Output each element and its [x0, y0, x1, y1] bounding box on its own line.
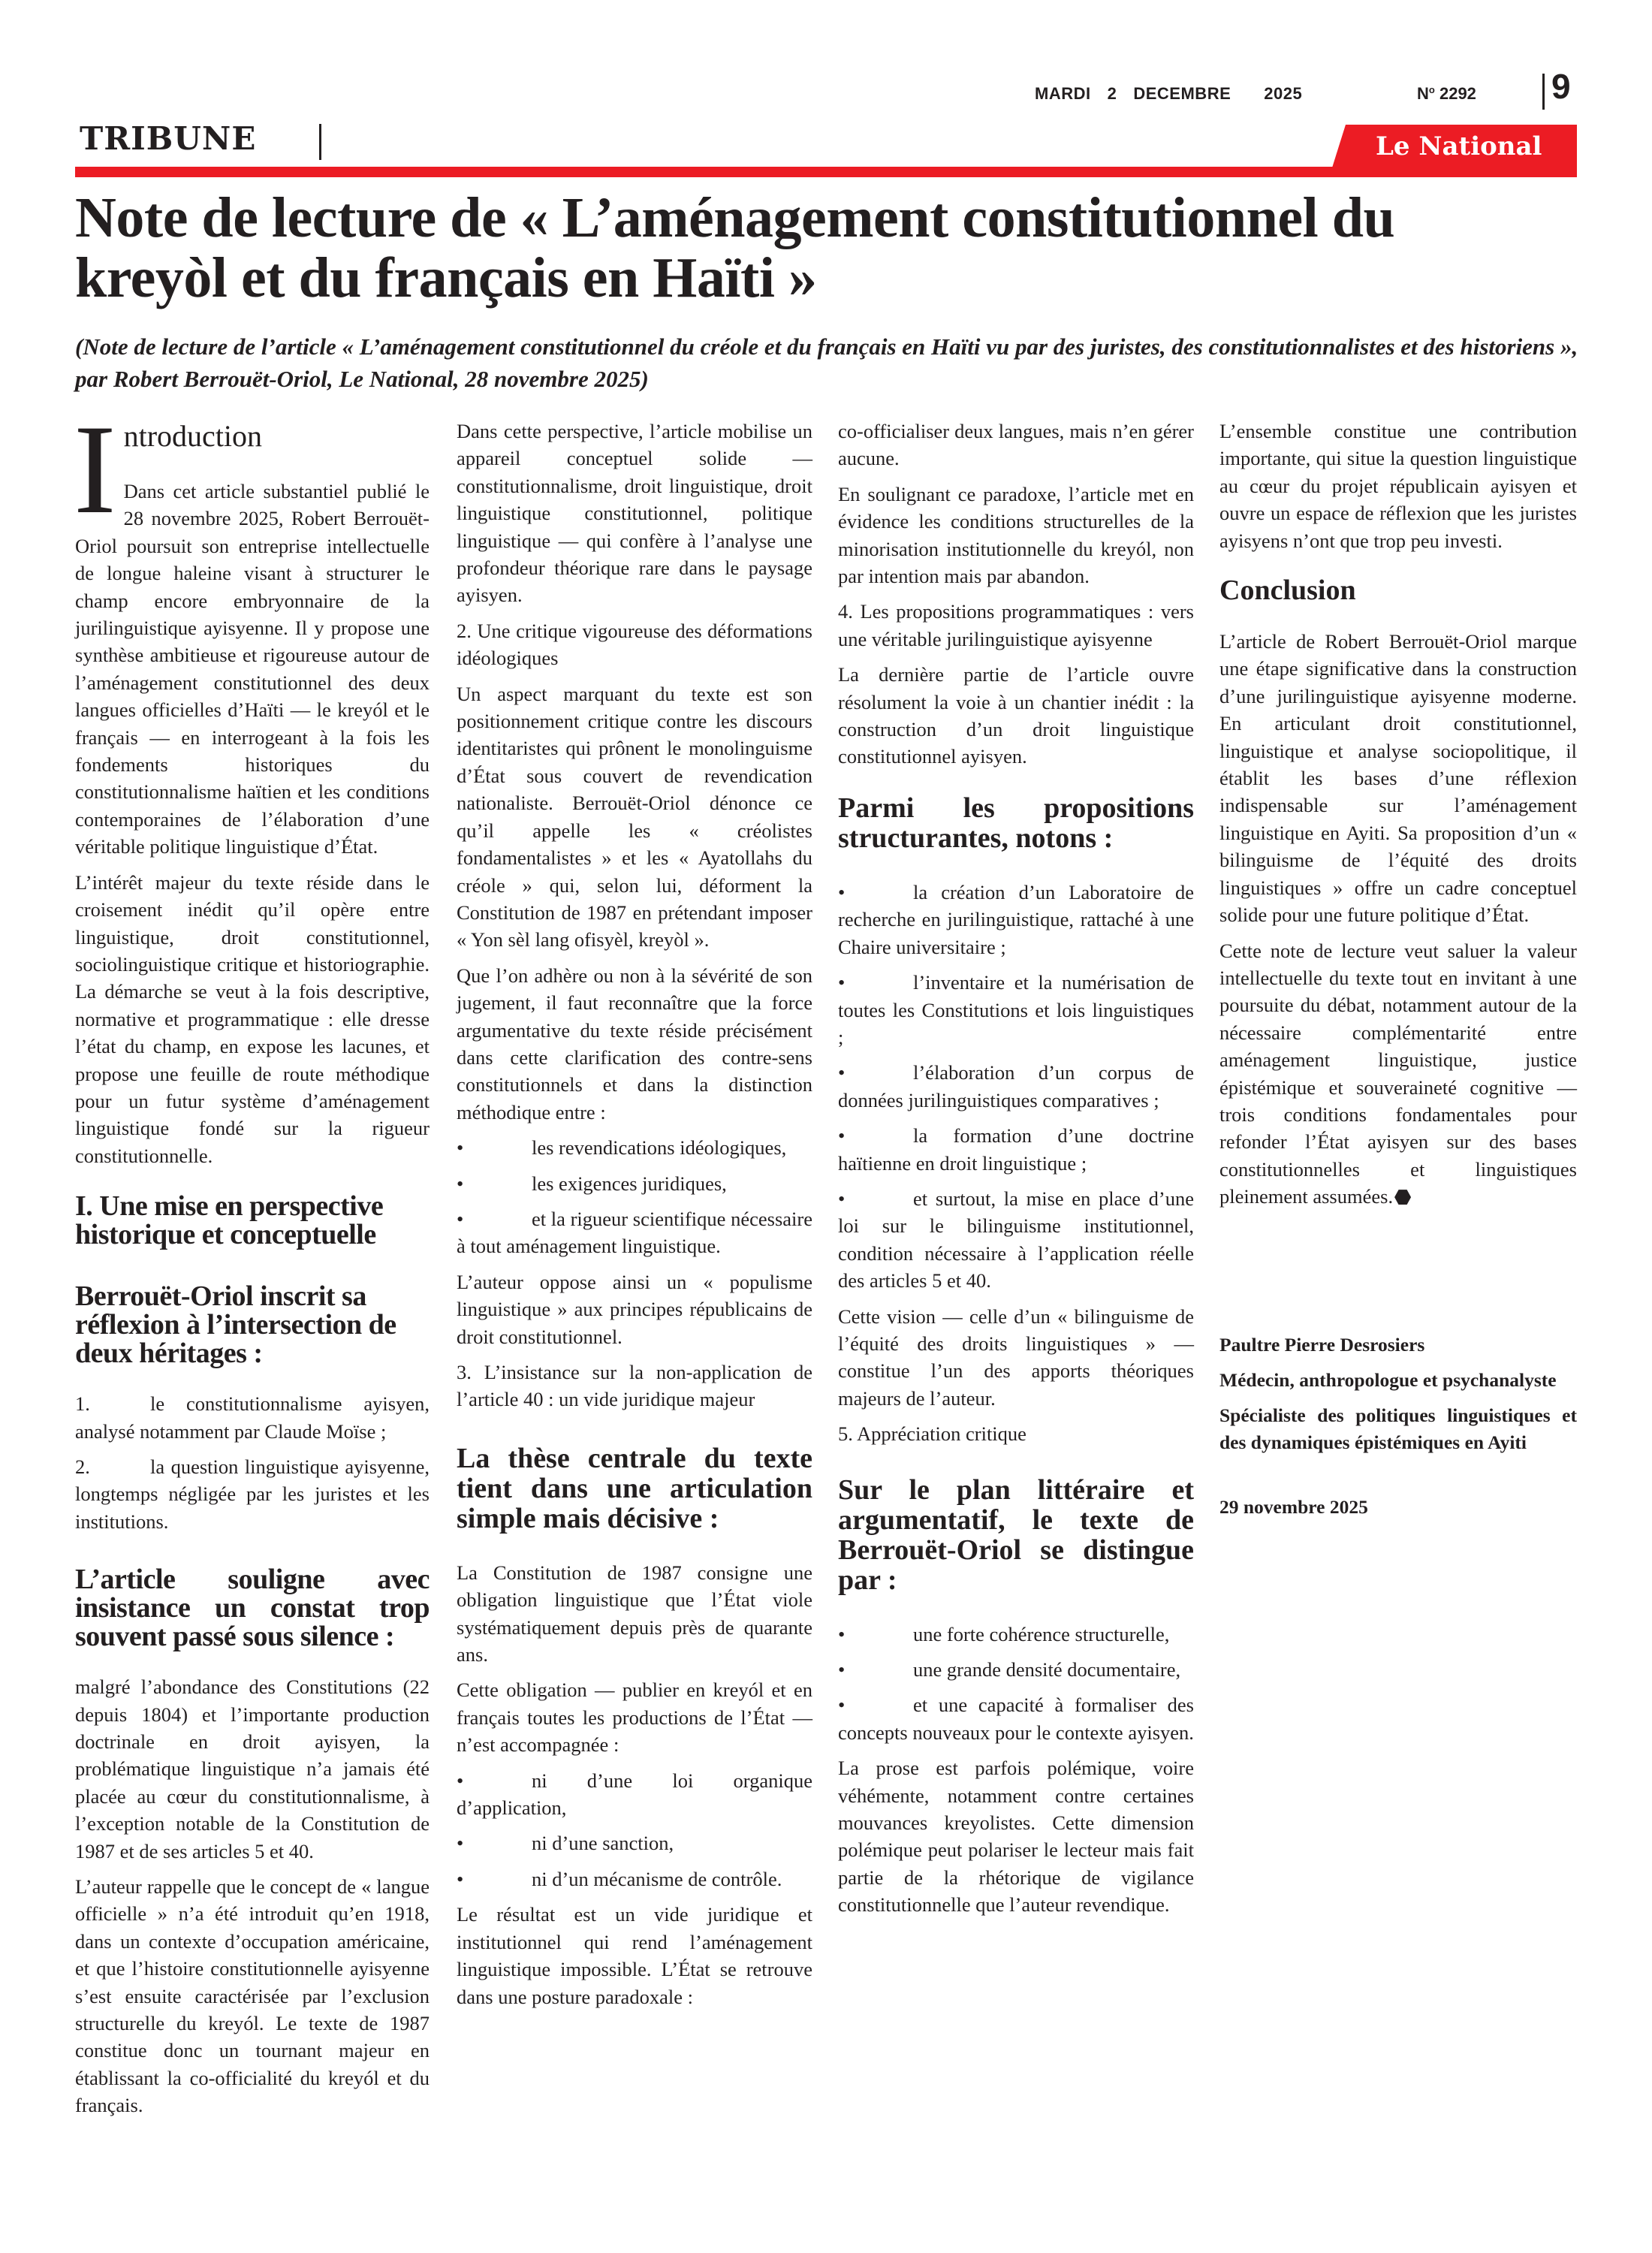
issue-number: [1417, 84, 1476, 104]
column-1: [74, 399, 430, 2128]
author-title-1: Médecin, anthropologue et psychanalyste: [1219, 1368, 1557, 1391]
item-text: la question linguistique ayisyenne, longtemps négligée par les juristes et les institutions.: [75, 1455, 430, 1533]
conclusion-paragraph-2: [1219, 937, 1577, 1211]
bullet-text: et surtout, la mise en place d’une loi sur le bilinguisme institutionnel, condition nécessaire à l’application réelle des articles 5 et 40.: [838, 1187, 1194, 1292]
bullet-icon: •: [457, 1136, 464, 1160]
page-number: 9: [1551, 67, 1571, 106]
section-3-paragraph-1: La Constitution de 1987 consigne une obligation linguistique que l’État viole systématiquement depuis près de quarante ans.: [457, 1561, 812, 1666]
bullet-icon: •: [457, 1769, 464, 1792]
bullet-item: [457, 1829, 812, 1856]
intro-heading: ntroduction: [123, 419, 263, 453]
bullet-text: les exigences juridiques,: [532, 1172, 727, 1195]
bullet-text: les revendications idéologiques,: [532, 1136, 787, 1160]
column-2-content: [457, 418, 812, 2019]
section-4-paragraph-2: Cette vision — celle d’un « bilinguisme de l’équité des droits linguistiques » — constitue l’un des apports théoriques majeurs de l’auteur.: [838, 1304, 1194, 1410]
section-1-paragraph-1: malgré l’abondance des Constitutions (22 depuis 1804) et l’importante production doctrinale en droit ayisyen, la problématique linguistique n’a jamais été placée au cœur du constitutionnalisme, à l’exception notable de la Constitution de 1987 et de ses articles 5 et 40.: [75, 1675, 430, 1862]
section-1-paragraph-2: L’auteur rappelle que le concept de « langue officielle » n’a été introduit qu’en 1918, dans un contexte d’occupation américaine, et que l’histoire constitutionnelle ayisyenne s’est ensuite caractérisée par l’exclusion structurelle du kreyól. Le texte de 1987 constitue donc un tournant majeur en établissant la co-officialité du kreyól et du français.: [75, 1875, 430, 2117]
issue-sup: o: [1428, 84, 1435, 95]
article-standfirst: (Note de lecture de l’article « L’aménagement constitutionnel du créole et du français en Haïti vu par des juristes, des constitutionnalistes et des historiens », par Robert Berrouët-Oriol, Le National, 28 novembre 2025): [75, 333, 1578, 392]
bullet-icon: •: [838, 1658, 846, 1681]
bullet-text: et la rigueur scientifique nécessaire à tout aménagement linguistique.: [457, 1207, 812, 1258]
bullet-item: [838, 1621, 1194, 1648]
section-3-subheading: La thèse centrale du texte tient dans une articulation simple mais décisive :: [457, 1442, 812, 1534]
date-month: DECEMBRE: [1133, 84, 1231, 103]
section-1-paragraph-3: Dans cette perspective, l’article mobilise un appareil conceptuel solide — constitutionnalisme, droit linguistique, droit linguistique constitutionnel, politique linguistique — qui confère à l’analyse une profondeur théorique rare dans le paysage ayisyen.: [457, 420, 812, 607]
bullet-item: [457, 1205, 812, 1260]
author-name: Paultre Pierre Desrosiers: [1219, 1333, 1425, 1356]
section-3-paragraph-4: co-officialiser deux langues, mais n’en gérer aucune.: [838, 420, 1194, 470]
bullet-icon: •: [838, 1622, 846, 1645]
date-year: 2025: [1264, 84, 1303, 103]
bullet-item: [838, 1691, 1194, 1746]
bullet-icon: •: [457, 1172, 464, 1195]
article-title-line-1: Note de lecture de « L’aménagement constitutionnel du: [75, 186, 1395, 249]
section-1-subheading-2: L’article souligne avec insistance un constat trop souvent passé sous silence :: [75, 1564, 430, 1653]
item-number: 2.: [75, 1455, 90, 1478]
bullet-icon: •: [838, 880, 846, 903]
section-divider: [319, 124, 321, 160]
conclusion-paragraph-2-text: Cette note de lecture veut saluer la valeur intellectuelle du texte tout en invitant à une poursuite du débat, notamment autour de la nécessaire complémentarité entre aménagement linguistique, justice épistémique et souveraineté cognitive — trois conditions fondamentales pour refonder l’État ayisyen sur des bases constitutionnelles et linguistiques pleinement assumées.: [1219, 939, 1577, 1208]
author-title-2: Spécialiste des politiques linguistiques et des dynamiques épistémiques en Ayiti: [1219, 1404, 1577, 1453]
issue-value: 2292: [1439, 84, 1476, 103]
bullet-text: la formation d’une doctrine haïtienne en droit linguistique ;: [838, 1124, 1194, 1175]
bullet-item: [457, 1865, 812, 1893]
article-title: [75, 188, 1584, 308]
bullet-item: [838, 969, 1194, 1051]
bullet-item: [838, 1185, 1194, 1295]
bullet-text: une forte cohérence structurelle,: [913, 1622, 1170, 1645]
bullet-icon: •: [838, 1124, 846, 1148]
bullet-text: l’élaboration d’un corpus de données jurilinguistiques comparatives ;: [838, 1061, 1194, 1111]
section-4-subheading: Parmi les propositions structurantes, notons :: [838, 792, 1194, 854]
brand-logo: Le National: [1376, 131, 1542, 161]
section-4-heading: 4. Les propositions programmatiques : vers une véritable jurilinguistique ayisyenne: [838, 600, 1194, 650]
section-5-paragraph-1: La prose est parfois polémique, voire véhémente, notamment contre certaines mouvances kreyolistes. Cette dimension polémique peut polariser le lecteur mais fait partie de la rhétorique de vigilance constitutionnelle que l’auteur revendique.: [838, 1757, 1194, 1917]
bullet-text: une grande densité documentaire,: [913, 1658, 1181, 1681]
bullet-icon: •: [457, 1207, 464, 1230]
bullet-item: [457, 1767, 812, 1822]
section-5-heading: 5. Appréciation critique: [838, 1422, 1026, 1446]
date-weekday: MARDI: [1035, 84, 1091, 103]
column-4: [1219, 418, 1577, 1529]
section-3-paragraph-3: Le résultat est un vide juridique et institutionnel qui rend l’aménagement linguistique impossible. L’État se retrouve dans une posture paradoxale :: [457, 1903, 812, 2008]
bullet-text: et une capacité à formaliser des concepts nouveaux pour le contexte ayisyen.: [838, 1694, 1194, 1744]
section-3-paragraph-2: Cette obligation — publier en kreyól et en français toutes les productions de l’État — n’est accompagnée :: [457, 1678, 812, 1757]
numbered-item: [75, 1453, 430, 1535]
bullet-item: [457, 1134, 812, 1161]
article-date: 29 novembre 2025: [1219, 1495, 1368, 1518]
signature-spacer: [1219, 1219, 1577, 1332]
section-5-paragraph-2: L’ensemble constitue une contribution importante, qui situe la question linguistique au cœur du projet républicain ayisyen et ouvre un espace de réflexion que les juristes ayisyens n’ont que trop peu investi.: [1219, 420, 1577, 552]
numbered-item: [75, 1390, 430, 1445]
bullet-item: [838, 1122, 1194, 1177]
item-number: 1.: [75, 1392, 90, 1416]
conclusion-heading: Conclusion: [1219, 575, 1356, 607]
bullet-item: [838, 879, 1194, 961]
bullet-item: [457, 1170, 812, 1197]
bullet-icon: •: [457, 1867, 464, 1890]
bullet-icon: •: [838, 971, 846, 994]
intro-paragraph-2: L’intérêt majeur du texte réside dans le croisement inédit qu’il opère entre linguistique, droit constitutionnel, sociolinguistique critique et historiographie. La démarche se veut à la fois descriptive, normative et programmatique : elle dresse l’état du champ, en expose les lacunes, et propose une feuille de route méthodique pour un futur système d’aménagement linguistique fondé sur la rigueur constitutionnelle.: [75, 870, 430, 1167]
bullet-item: [838, 1059, 1194, 1114]
page-divider: [1542, 74, 1545, 110]
bullet-text: l’inventaire et la numérisation de toutes les Constitutions et lois linguistiques ;: [838, 971, 1194, 1048]
bullet-text: ni d’un mécanisme de contrôle.: [532, 1867, 782, 1890]
section-2-paragraph-2: Que l’on adhère ou non à la sévérité de son jugement, il faut reconnaître que la force argumentative du texte réside précisément dans cette clarification des contre-sens constitutionnels et dans la distinction méthodique entre :: [457, 964, 812, 1123]
drop-cap: I: [74, 399, 116, 540]
bullet-text: ni d’une sanction,: [532, 1832, 674, 1855]
column-3: [838, 418, 1194, 1927]
bullet-item: [838, 1656, 1194, 1683]
bullet-text: ni d’une loi organique d’application,: [457, 1769, 812, 1820]
article-title-line-2: kreyòl et du français en Haïti »: [75, 246, 817, 309]
section-5-subheading: Sur le plan littéraire et argumentatif, le texte de Berrouët-Oriol se distingue par :: [838, 1473, 1194, 1596]
section-2-paragraph-1: Un aspect marquant du texte est son positionnement critique contre les discours identitaristes qui prônent le monolinguisme d’État sous couvert de revendication nationaliste. Berrouët-Oriol dénonce ce qu’il appelle les « créolistes fondamentalistes » et les « Ayatollahs du créole » qui, selon lui, déforment la Constitution de 1987 en prétendant imposer « Yon sèl lang ofisyèl, kreyòl ».: [457, 682, 812, 952]
section-3-paragraph-5: En soulignant ce paradoxe, l’article met en évidence les conditions structurelles de la minorisation institutionnelle du kreyól, non par intention mais par abandon.: [838, 482, 1194, 588]
date-day: 2: [1107, 84, 1117, 103]
section-3-heading: 3. L’insistance sur la non-application de l’article 40 : un vide juridique majeur: [457, 1361, 812, 1411]
dateline: [1035, 84, 1302, 104]
section-1-heading: I. Une mise en perspective historique et conceptuelle: [75, 1190, 384, 1251]
bullet-icon: •: [838, 1694, 846, 1717]
section-1-subheading: Berrouët-Oriol inscrit sa réflexion à l’intersection de deux héritages :: [75, 1280, 396, 1370]
section-label: TRIBUNE: [80, 120, 257, 157]
bullet-icon: •: [457, 1832, 464, 1855]
section-4-paragraph-1: La dernière partie de l’article ouvre résolument la voie à un chantier inédit : la construction d’un droit linguistique constitutionnel ayisyen.: [838, 663, 1194, 768]
section-2-paragraph-3: L’auteur oppose ainsi un « populisme linguistique » aux principes républicains de droit constitutionnel.: [457, 1270, 812, 1348]
intro-paragraph-1: Dans cet article substantiel publié le 28 novembre 2025, Robert Berrouët-Oriol poursuit son entreprise intellectuelle de longue haleine visant à structurer le champ encore embryonnaire de la jurilinguistique ayisyenne. Il y propose une synthèse ambitieuse et rigoureuse autour de l’aménagement constitutionnel des deux langues officielles d’Haïti — le kreyól et le français — en interrogeant à la fois les fondements historiques du constitutionnalisme haïtien et les conditions contemporaines de l’élaboration d’une véritable politique linguistique d’État.: [75, 480, 430, 858]
item-text: le constitutionnalisme ayisyen, analysé notamment par Claude Moïse ;: [75, 1392, 430, 1443]
issue-prefix: N: [1417, 84, 1429, 103]
bullet-icon: •: [838, 1061, 846, 1084]
section-2-heading: 2. Une critique vigoureuse des déformations idéologiques: [457, 619, 812, 670]
bullet-icon: •: [838, 1187, 846, 1210]
end-of-article-hexagon-icon: [1394, 1190, 1411, 1205]
conclusion-paragraph-1: L’article de Robert Berrouët-Oriol marque une étape significative dans la construction d’une jurilinguistique ayisyenne moderne. En articulant droit constitutionnel, linguistique et analyse sociopolitique, il établit les bases d’une réflexion indispensable sur l’aménagement linguistique en Ayiti. Sa proposition d’un « bilinguisme de l’équité des droits linguistiques » offre un cadre conceptuel solide pour une future politique d’État.: [1219, 630, 1577, 927]
bullet-text: la création d’un Laboratoire de recherche en jurilinguistique, rattaché à une Chaire universitaire ;: [838, 880, 1194, 958]
